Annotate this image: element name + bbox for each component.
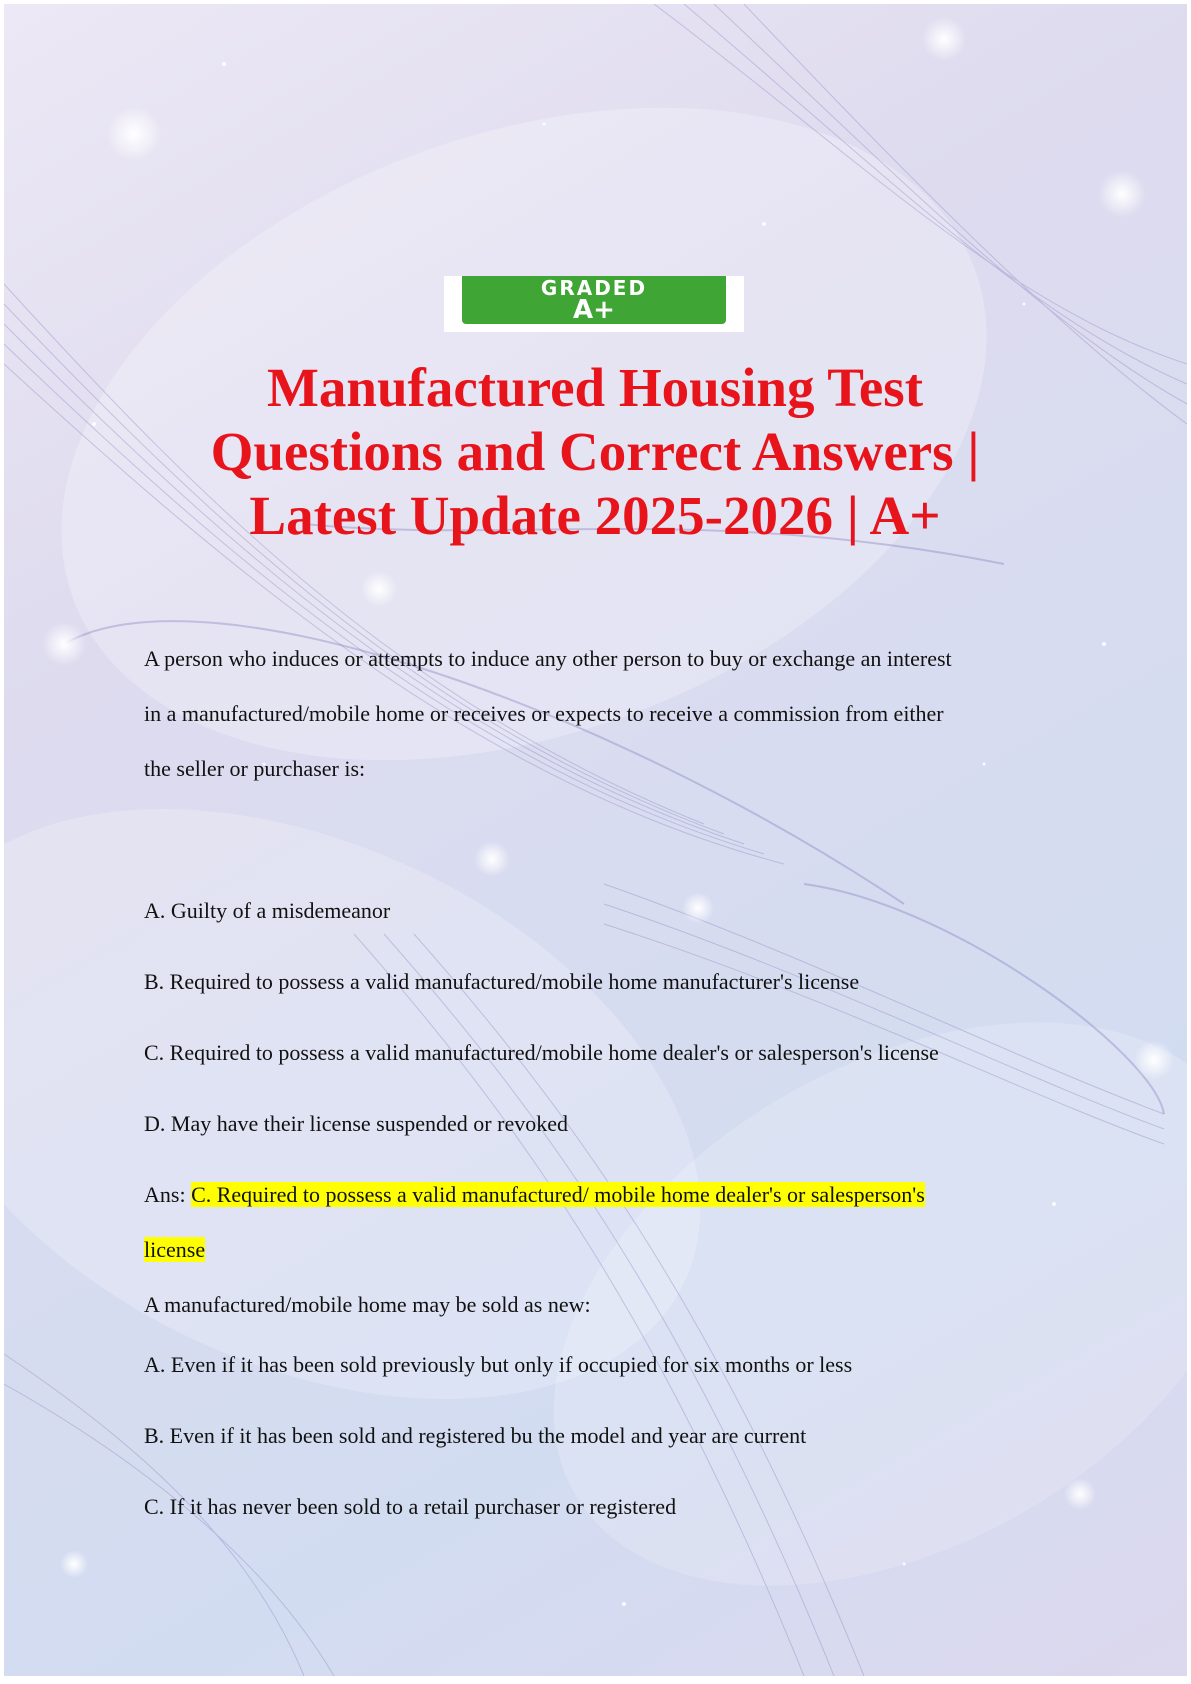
question-2-option-b: B. Even if it has been sold and registered bu the model and year are current [144, 1423, 807, 1448]
title-line-3: Latest Update 2025-2026 | A+ [249, 485, 941, 546]
answer-highlighted-text: C. Required to possess a valid manufactured/ mobile home dealer's or salesperson's [191, 1182, 925, 1207]
question-1-answer-continued [144, 1237, 205, 1263]
question-1-option-d: D. May have their license suspended or revoked [144, 1111, 568, 1136]
question-1-answer [144, 1182, 925, 1208]
question-1-line-2: in a manufactured/mobile home or receives or expects to receive a commission from either [144, 701, 944, 726]
graded-badge-label [462, 276, 726, 324]
question-2-option-a: A. Even if it has been sold previously but only if occupied for six months or less [144, 1352, 853, 1377]
question-1-option-a: A. Guilty of a misdemeanor [144, 898, 391, 923]
question-1-option-b: B. Required to possess a valid manufactured/mobile home manufacturer's license [144, 969, 860, 994]
question-1-option-c: C. Required to possess a valid manufactured/mobile home dealer's or salesperson's license [144, 1040, 939, 1065]
title-line-2: Questions and Correct Answers | [210, 421, 980, 482]
graded-badge [444, 276, 744, 332]
title-line-1: Manufactured Housing Test [266, 357, 924, 418]
badge-grade-text: A+ [573, 295, 615, 325]
question-1-line-1: A person who induces or attempts to induce any other person to buy or exchange an interest [144, 646, 952, 671]
question-2: A manufactured/mobile home may be sold as new: [144, 1292, 591, 1317]
question-1-line-3: the seller or purchaser is: [144, 756, 366, 781]
badge-graded-text: GRADED [540, 276, 648, 300]
question-2-option-c: C. If it has never been sold to a retail purchaser or registered [144, 1494, 677, 1519]
document-title [100, 356, 1090, 548]
answer-highlighted-text-continued: license [144, 1237, 206, 1262]
answer-prefix: Ans: [144, 1182, 186, 1207]
